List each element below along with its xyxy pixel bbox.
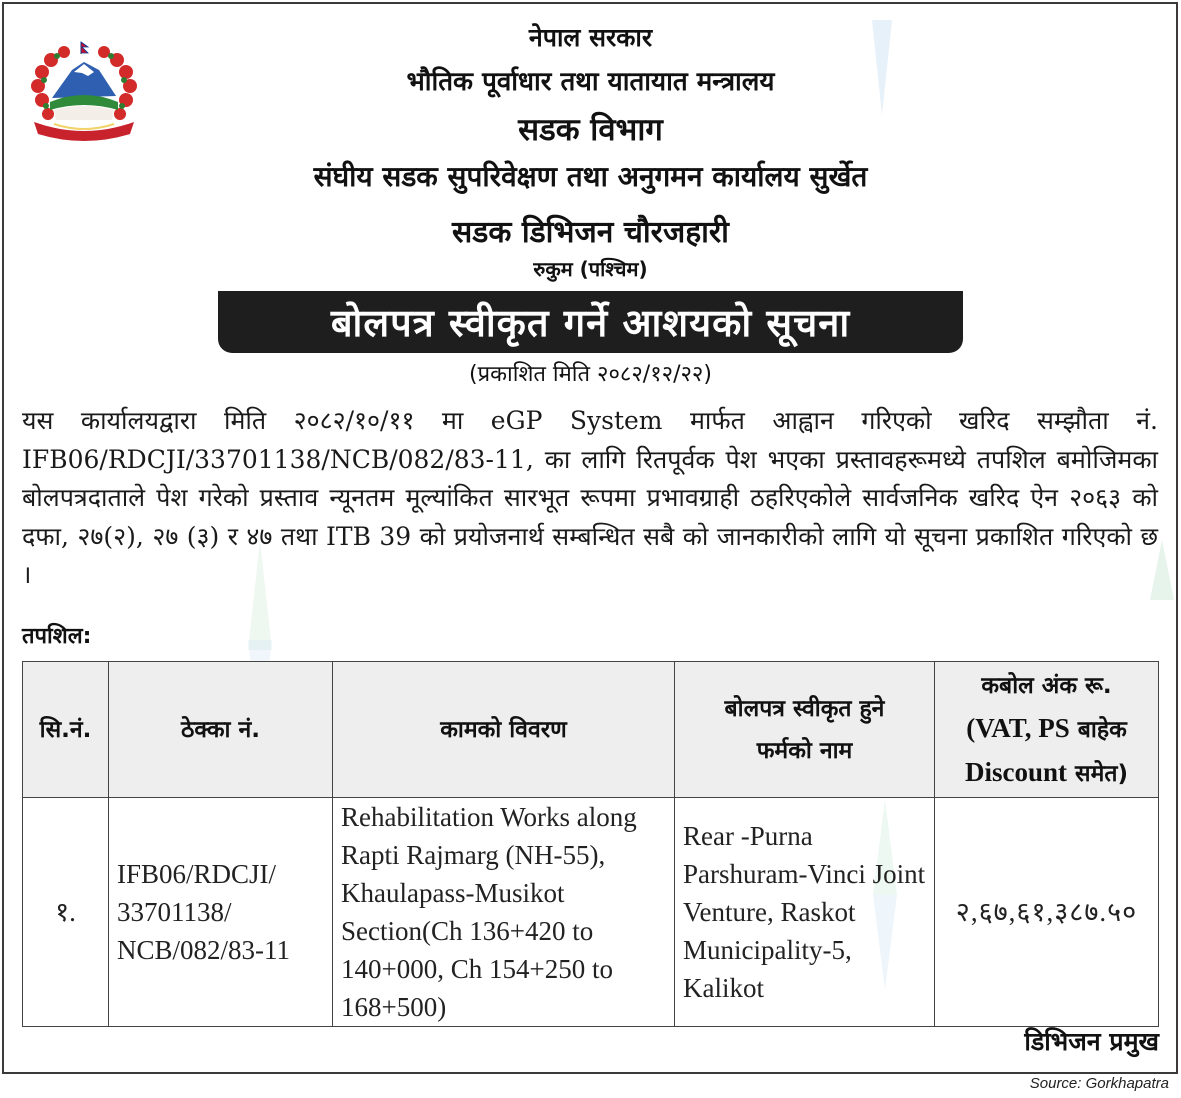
cell-amount: २,६७,६१,३८७.५० (935, 798, 1159, 1027)
district-name: रुकुम (पश्चिम) (533, 257, 648, 281)
header-sn: सि.नं. (23, 662, 109, 798)
table-row (23, 798, 1159, 1027)
government-name: नेपाल सरकार (528, 23, 653, 52)
header-amount (935, 662, 1159, 798)
notice-body: यस कार्यालयद्वारा मिति २०८२/१०/११ मा eGP System मार्फत आह्वान गरिएको खरिद सम्झौता नं. IFB06/RDCJI/33701138/NCB/082/83-11, का लागि रितपूर्वक पेश भएका प्रस्तावहरूमध्ये तपशिल बमोजिमका बोलपत्रदाताले पेश गरेको प्रस्ताव न्यूनतम मूल्यांकित सारभूत रूपमा प्रभावग्राही ठहरिएकोले सार्वजनिक खरिद ऐन २०६३ को दफा, २७(२), २७ (३) र ४७ तथा ITB 39 को प्रयोजनार्थ सम्बन्धित सबै को जानकारीको लागि यो सूचना प्रकाशित गरिएको छ । (22, 406, 1158, 589)
header-firm-name (675, 662, 935, 798)
published-date: (प्रकाशित मिति २०८२/१२/२२) (469, 362, 712, 387)
division-name: सडक डिभिजन चौरजहारी (452, 215, 729, 250)
header-firm-name-line2: फर्मको नाम (756, 737, 853, 764)
source-credit: Source: Gorkhapatra (1029, 1075, 1169, 1092)
header-amount-excluding: बाहेक (1069, 716, 1127, 743)
header-amount-including: समेत) (1067, 760, 1128, 787)
department-name: सडक विभाग (518, 112, 663, 148)
header-contract-no: ठेक्का नं. (109, 662, 333, 798)
cell-contract-no: IFB06/RDCJI/ 33701138/ NCB/082/83-11 (109, 798, 333, 1027)
bid-result-table (22, 661, 1159, 1027)
office-name: संघीय सडक सुपरिवेक्षण तथा अनुगमन कार्यालय सुर्खेत (313, 160, 868, 193)
notice-title: बोलपत्र स्वीकृत गर्ने आशयको सूचना (330, 301, 851, 345)
header-amount-vat: (VAT, PS (966, 712, 1070, 743)
table-header-row (23, 662, 1159, 798)
header-amount-line3 (936, 751, 1157, 795)
details-label: तपशिल: (22, 624, 92, 649)
header-amount-line1: कबोल अंक रू. (981, 672, 1112, 699)
notice-title-banner (218, 291, 963, 353)
header-amount-discount: Discount (965, 756, 1068, 787)
header-firm-name-line1: बोलपत्र स्वीकृत हुने (724, 695, 885, 722)
cell-work-description: Rehabilitation Works along Rapti Rajmarg (NH-55), Khaulapass-Musikot Section(Ch 136+420 to 140+000, Ch 154+250 to 168+500) (333, 798, 675, 1027)
ministry-name: भौतिक पूर्वाधार तथा यातायात मन्त्रालय (406, 67, 775, 97)
header-amount-line2 (936, 707, 1157, 751)
cell-firm-name: Rear -Purna Parshuram-Vinci Joint Venture, Raskot Municipality-5, Kalikot (675, 798, 935, 1027)
signatory-title: डिभिजन प्रमुख (1024, 1027, 1159, 1056)
cell-sn: १. (23, 798, 109, 1027)
header-work-description: कामको विवरण (333, 662, 675, 798)
